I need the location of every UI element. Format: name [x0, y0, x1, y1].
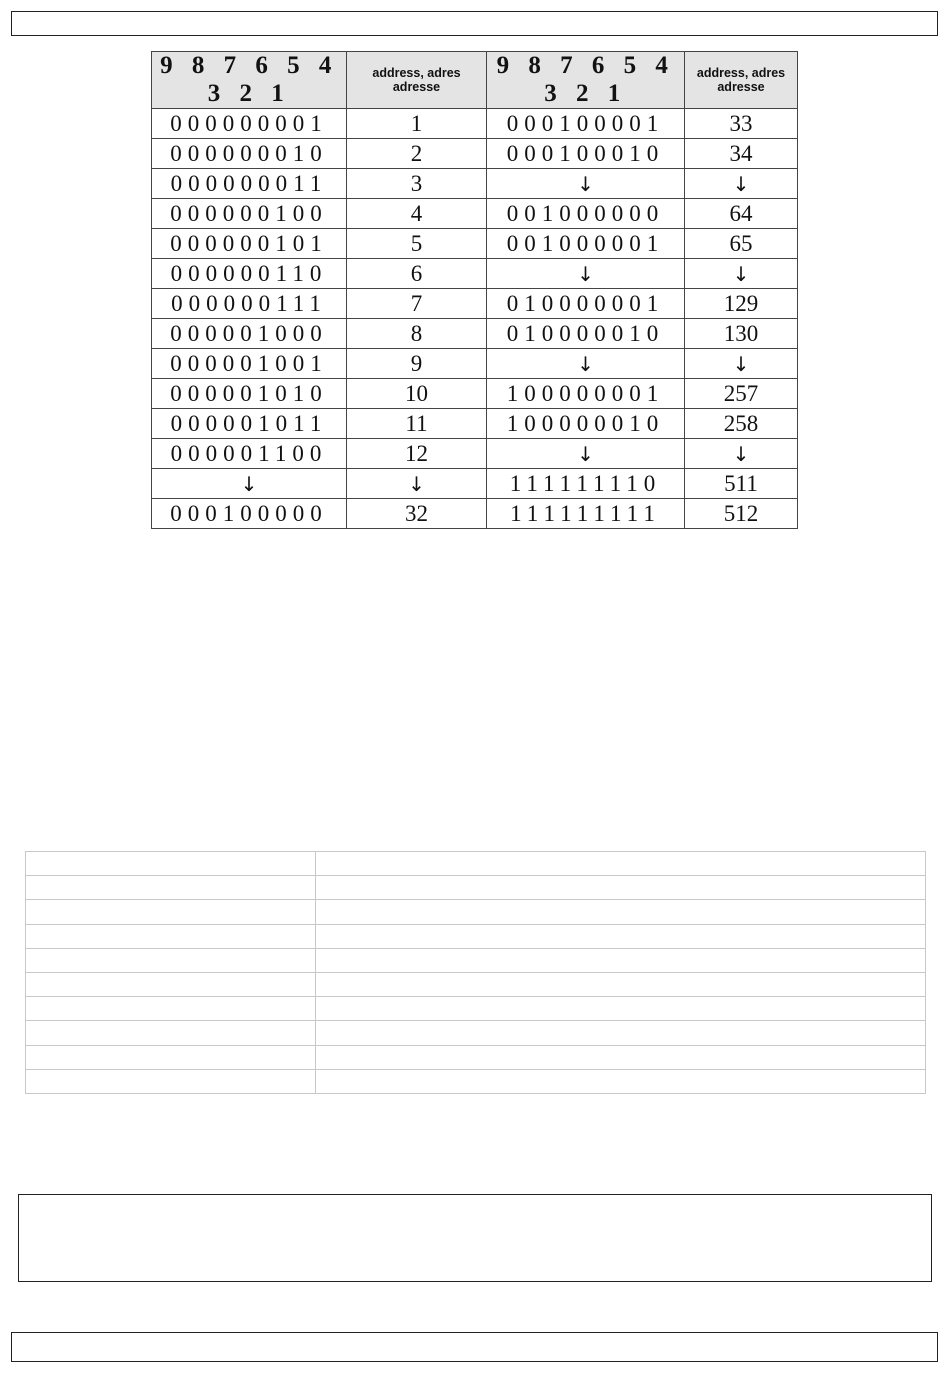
address-cell: 129: [685, 289, 798, 319]
address-cell: 65: [685, 229, 798, 259]
address-table: [151, 51, 798, 529]
grid-cell: [316, 1045, 926, 1069]
table-row: [152, 319, 798, 349]
address-table-header: [152, 52, 798, 109]
grid-row: [26, 924, 926, 948]
address-cell: 12: [347, 439, 487, 469]
grid-cell: [316, 876, 926, 900]
address-cell: 130: [685, 319, 798, 349]
bit-pattern-cell: 000000011: [152, 169, 347, 199]
down-arrow-icon: ↓: [487, 349, 685, 379]
table-row: [152, 289, 798, 319]
address-cell: 10: [347, 379, 487, 409]
page-footer-box: [11, 1332, 938, 1362]
bit-pattern-cell: 000000001: [152, 109, 347, 139]
bit-pattern-cell: 111111111: [487, 499, 685, 529]
page-header-box: [11, 11, 938, 36]
address-cell: 8: [347, 319, 487, 349]
empty-grid-table: [25, 851, 926, 1094]
table-row: [152, 109, 798, 139]
grid-cell: [26, 876, 316, 900]
header-bits-right: 9 8 7 6 5 4 3 2 1: [487, 52, 685, 109]
grid-cell: [316, 997, 926, 1021]
address-cell: 258: [685, 409, 798, 439]
down-arrow-icon: ↓: [685, 349, 798, 379]
grid-row: [26, 876, 926, 900]
bit-pattern-cell: 001000001: [487, 229, 685, 259]
grid-cell: [316, 1021, 926, 1045]
address-cell: 4: [347, 199, 487, 229]
down-arrow-icon: ↓: [487, 439, 685, 469]
address-cell: 32: [347, 499, 487, 529]
grid-row: [26, 972, 926, 996]
table-row: [152, 409, 798, 439]
address-cell: 3: [347, 169, 487, 199]
grid-row: [26, 997, 926, 1021]
down-arrow-icon: ↓: [685, 439, 798, 469]
address-cell: 11: [347, 409, 487, 439]
bit-pattern-cell: 001000000: [487, 199, 685, 229]
address-cell: 33: [685, 109, 798, 139]
address-cell: 1: [347, 109, 487, 139]
bit-pattern-cell: 000001000: [152, 319, 347, 349]
address-cell: 5: [347, 229, 487, 259]
address-cell: 64: [685, 199, 798, 229]
grid-row: [26, 948, 926, 972]
grid-cell: [26, 948, 316, 972]
bit-pattern-cell: 000100000: [152, 499, 347, 529]
grid-cell: [316, 924, 926, 948]
note-box: [18, 1194, 932, 1282]
grid-cell: [26, 1045, 316, 1069]
table-row: [152, 469, 798, 499]
bit-pattern-cell: 010000001: [487, 289, 685, 319]
table-row: [152, 259, 798, 289]
grid-row: [26, 1069, 926, 1093]
bit-pattern-cell: 000000111: [152, 289, 347, 319]
address-cell: 257: [685, 379, 798, 409]
address-cell: 2: [347, 139, 487, 169]
grid-cell: [316, 900, 926, 924]
table-row: [152, 139, 798, 169]
header-bits-left: 9 8 7 6 5 4 3 2 1: [152, 52, 347, 109]
bit-pattern-cell: 111111110: [487, 469, 685, 499]
grid-cell: [26, 1021, 316, 1045]
address-cell: 7: [347, 289, 487, 319]
grid-cell: [26, 852, 316, 876]
down-arrow-icon: ↓: [685, 169, 798, 199]
grid-cell: [26, 972, 316, 996]
bit-pattern-cell: 000001011: [152, 409, 347, 439]
grid-row: [26, 900, 926, 924]
grid-row: [26, 1021, 926, 1045]
bit-pattern-cell: 000100010: [487, 139, 685, 169]
down-arrow-icon: ↓: [487, 259, 685, 289]
grid-cell: [316, 948, 926, 972]
grid-row: [26, 852, 926, 876]
bit-pattern-cell: 100000001: [487, 379, 685, 409]
address-cell: 511: [685, 469, 798, 499]
grid-cell: [316, 852, 926, 876]
grid-cell: [26, 1069, 316, 1093]
down-arrow-icon: ↓: [487, 169, 685, 199]
address-cell: 6: [347, 259, 487, 289]
bit-pattern-cell: 000001001: [152, 349, 347, 379]
table-row: [152, 229, 798, 259]
table-row: [152, 439, 798, 469]
grid-row: [26, 1045, 926, 1069]
address-cell: 9: [347, 349, 487, 379]
bit-pattern-cell: 000100001: [487, 109, 685, 139]
bit-pattern-cell: 010000010: [487, 319, 685, 349]
header-address-right-text: address, adres adresse: [696, 66, 786, 94]
address-cell: 512: [685, 499, 798, 529]
header-address-left: [347, 52, 487, 109]
header-address-left-text: address, adres adresse: [372, 66, 461, 94]
grid-cell: [316, 1069, 926, 1093]
bit-pattern-cell: 000000101: [152, 229, 347, 259]
table-row: [152, 199, 798, 229]
bit-pattern-cell: 000000010: [152, 139, 347, 169]
grid-cell: [316, 972, 926, 996]
address-cell: 34: [685, 139, 798, 169]
down-arrow-icon: ↓: [347, 469, 487, 499]
grid-cell: [26, 997, 316, 1021]
bit-pattern-cell: 000000100: [152, 199, 347, 229]
grid-cell: [26, 924, 316, 948]
bit-pattern-cell: 000001010: [152, 379, 347, 409]
header-address-right: [685, 52, 798, 109]
table-row: [152, 379, 798, 409]
grid-cell: [26, 900, 316, 924]
table-row: [152, 169, 798, 199]
table-row: [152, 349, 798, 379]
down-arrow-icon: ↓: [152, 469, 347, 499]
table-row: [152, 499, 798, 529]
bit-pattern-cell: 000001100: [152, 439, 347, 469]
bit-pattern-cell: 000000110: [152, 259, 347, 289]
bit-pattern-cell: 100000010: [487, 409, 685, 439]
down-arrow-icon: ↓: [685, 259, 798, 289]
